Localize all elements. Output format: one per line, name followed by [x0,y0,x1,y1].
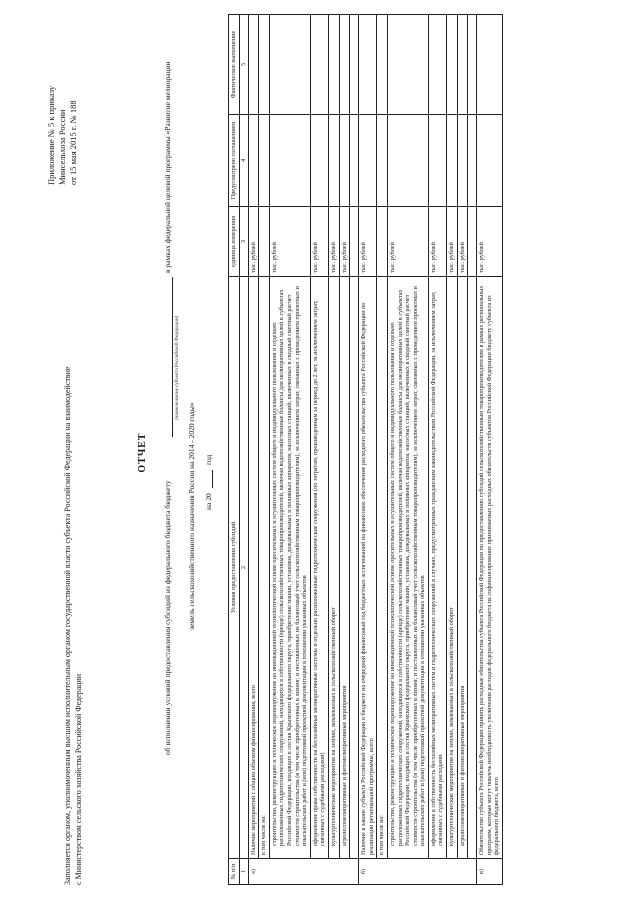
planned-cell[interactable] [248,115,259,207]
section-b-item-3: культуртехнические мероприятия на землях, вовлекаемых в сельскохозяйственный оборот [447,277,458,859]
section-a-item-1-unit: тыс. рублей [269,207,310,277]
spacer-cell [468,277,477,859]
table-row [457,15,468,885]
actual-cell[interactable] [387,15,428,115]
section-a-item-4: агролесомелиоративные и фитомелиоративные мероприятия [339,277,350,859]
planned-cell[interactable] [359,115,377,207]
year-prefix: на 20 [204,493,213,510]
actual-cell[interactable] [328,15,339,115]
col-number: 2 [239,277,248,859]
planned-cell[interactable] [259,115,270,207]
table-row [339,15,350,885]
section-a-unit: тыс. рублей [248,207,259,277]
planned-cell[interactable] [350,115,359,207]
unit-cell [468,207,477,277]
appendix-line-2: Минсельхоза России [57,109,67,185]
unit-cell [350,207,359,277]
subtitle-part-1: об исполнении условий предоставления субсидий из федерального бюджета бюджету [163,480,172,755]
section-b-unit: тыс. рублей [359,207,377,277]
section-c-unit: тыс. рублей [477,207,503,277]
actual-cell[interactable] [248,15,259,115]
col-number: 3 [239,207,248,277]
spacer-cell [350,277,359,859]
section-a-title: Наличие мероприятий с общим объемом финансирования, всего [248,277,259,859]
actual-cell[interactable] [457,15,468,115]
section-letter-a: а) [248,859,359,885]
table-row [428,15,446,885]
col-number: 5 [239,15,248,115]
section-b-item-3-unit: тыс. рублей [447,207,458,277]
table-row [359,15,377,885]
section-b-item-1: строительство, реконструкцию и техническое перевооружение на инновационной технологической основе оросительных и осушительных систем общего и индивидуального пользования и отдельно расположенных гидротехнических сооружений, находящихся в собственности (аренде) сельскохозяйственных товаропроизводителей, включая водохозяйственные балансы для мелиоративных целей в субъектах Российской Федерации, входящих в состав Крымского федерального округа, приобретение машин, установок, дождевальных и поливных аппаратов, насосных станций, включенных в сводный сметный расчет стоимости строительства (в том числе приобретенных в лизинг, и поставленных на балансовый учет сельскохозяйственным товаропроизводителям), за исключением затрат, связанных с проведением проектных и изыскательских работ и (или) подготовкой проектной документации в отношении указанных объектов [387,277,428,859]
header-conditions: Условия предоставления субсидий [229,277,240,859]
appendix-block [46,5,79,185]
table-row [377,15,388,885]
col-number: 4 [239,115,248,207]
planned-cell[interactable] [457,115,468,207]
section-b-title: Наличие в законе субъекта Российской Федерации о бюджете на очередной финансовый год бюджетных ассигнований на финансовое обеспечение расходного обязательства субъекта Российской Федерации по реализации региональной программы, всего [359,277,377,859]
subtitle-part-3: земель сельскохозяйственного назначения России на 2014 - 2020 годы» [187,402,196,630]
actual-cell[interactable] [468,15,477,115]
table-row [477,15,503,885]
planned-cell[interactable] [387,115,428,207]
table-row [248,15,259,885]
fill-in-note-line-2: с Министерством сельского хозяйства Российской Федерации [74,673,83,885]
section-b-item-2: оформление в собственность бесхозяйных мелиоративных систем и гидротехнических сооружений в случаях, предусмотренных гражданским законодательством Российской Федерации, за исключением затрат, связанных с судебными расходами [428,277,446,859]
section-a-item-2-unit: тыс. рублей [310,207,328,277]
section-letter-b: б) [359,859,477,885]
table-header-row [229,15,240,885]
section-a-item-4-unit: тыс. рублей [339,207,350,277]
fill-in-note [62,325,84,885]
section-b-item-4: агролесомелиоративные и фитомелиоративные мероприятия [457,277,468,859]
table-row [447,15,458,885]
col-number: 1 [239,859,248,885]
year-blank [212,470,213,488]
actual-cell[interactable] [269,15,310,115]
actual-cell[interactable] [350,15,359,115]
section-b-item-1-unit: тыс. рублей [387,207,428,277]
planned-cell[interactable] [377,115,388,207]
header-num: № п/п [229,859,240,885]
unit-cell [259,207,270,277]
table-row [387,15,428,885]
actual-cell[interactable] [428,15,446,115]
planned-cell[interactable] [447,115,458,207]
section-a-item-2: оформление права собственности на бесхозяйные мелиоративные системы и отдельно расположенные гидротехнические сооружения (по затратам, произведенным за период до 2 лет, за исключением затрат, связанных с судебными расходами) [310,277,328,859]
table-row [328,15,339,885]
section-b-including: в том числе на: [377,277,388,859]
section-a-including: в том числе на: [259,277,270,859]
section-b-item-4-unit: тыс. рублей [457,207,468,277]
actual-cell[interactable] [477,15,503,115]
header-unit: единица измерения [229,207,240,277]
planned-cell[interactable] [339,115,350,207]
actual-cell[interactable] [339,15,350,115]
appendix-line-3: от 15 мая 2015 г. № 188 [68,100,78,185]
table-row [310,15,328,885]
actual-cell[interactable] [259,15,270,115]
section-letter-c: в) [477,859,503,885]
section-b-item-2-unit: тыс. рублей [428,207,446,277]
actual-cell[interactable] [310,15,328,115]
report-table [228,14,503,885]
planned-cell[interactable] [310,115,328,207]
subtitle-part-2: в рамках федеральной целевой программы «Развитие мелиорации [163,61,172,273]
header-planned: Предусмотрено соглашением [229,115,240,207]
planned-cell[interactable] [468,115,477,207]
table-row [468,15,477,885]
planned-cell[interactable] [477,115,503,207]
section-a-item-1: строительство, реконструкцию и техническое перевооружение на инновационной технологической основе оросительных и осушительных систем общего и индивидуального пользования и отдельно расположенных гидротехнических сооружений, находящихся в собственности (аренде) сельскохозяйственных товаропроизводителей, включая водохозяйственные балансы для мелиоративных целей в субъектах Российской Федерации, входящих в состав Крымского федерального округа, приобретение машин, установок, дождевальных и поливных аппаратов, насосных станций, включенных в сводный сметный расчет стоимости строительства (в том числе приобретенных в лизинг, и поставленных на балансовый учет сельскохозяйственным товаропроизводителям), за исключением затрат, связанных с проведением проектных и изыскательских работ и (или) подготовкой проектной документации в отношении указанных объектов [269,277,310,859]
actual-cell[interactable] [447,15,458,115]
actual-cell[interactable] [359,15,377,115]
year-suffix: год [204,454,213,465]
column-number-row [239,15,248,885]
planned-cell[interactable] [328,115,339,207]
table-row [350,15,359,885]
region-name-hint: (наименование субъекта Российской Федерации) [175,315,180,420]
region-name-blank [172,277,173,437]
actual-cell[interactable] [377,15,388,115]
appendix-line-1: Приложение № 5 к приказу [46,85,56,185]
table-row [259,15,270,885]
section-a-item-3-unit: тыс. рублей [328,207,339,277]
section-c-title: Обязательство субъекта Российской Федерации принять расходные обязательства субъекта Российской Федерации по предоставлению субсидий сельскохозяйственным товаропроизводителям в рамках региональных программ, которые могут повлечь необходимость увеличения расходов федерального бюджета на софинансирование принимаемых расходных обязательств субъектов Российской Федерации бюджету субъекта из федерального бюджета, всего [477,277,503,859]
section-a-item-3: культуртехнические мероприятия на землях, вовлекаемых в сельскохозяйственный оборот [328,277,339,859]
unit-cell [377,207,388,277]
fill-in-note-line-1: Заполняется органом, уполномоченным высшим исполнительным органом государственной власти субъекта Российской Федерации на взаимодействие [63,366,72,885]
table-row [269,15,310,885]
planned-cell[interactable] [428,115,446,207]
planned-cell[interactable] [269,115,310,207]
header-actual: Фактическое выполнение [229,15,240,115]
report-title: ОТЧЕТ [137,432,148,473]
